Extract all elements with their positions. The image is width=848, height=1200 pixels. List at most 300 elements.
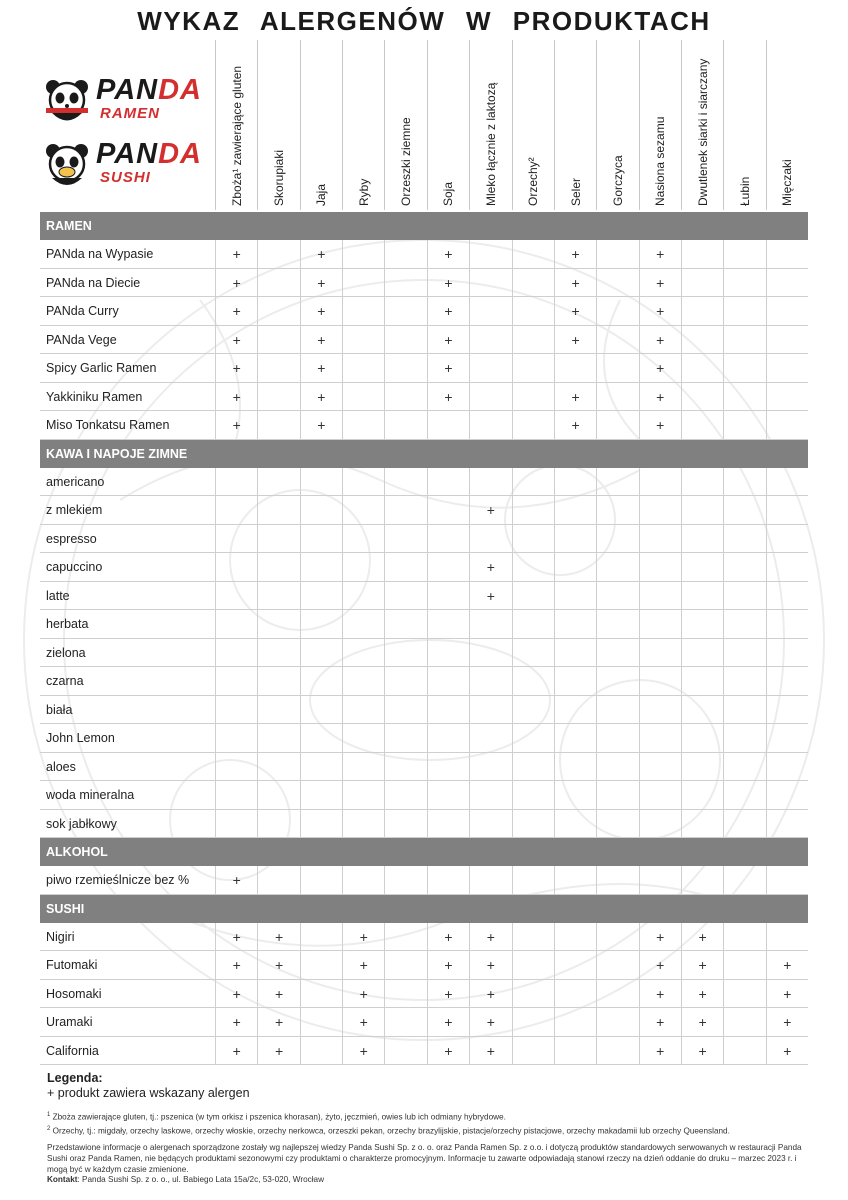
allergen-cell — [639, 468, 681, 496]
allergen-cell — [257, 354, 299, 382]
allergen-cell — [723, 951, 765, 979]
column-header-label: Mięczaki — [780, 159, 795, 206]
allergen-cell: + — [300, 297, 342, 325]
allergen-cell — [427, 639, 469, 667]
allergen-cell — [723, 240, 765, 268]
allergen-cell — [554, 810, 596, 838]
column-header — [639, 40, 681, 210]
allergen-cell — [300, 980, 342, 1008]
allergen-cell — [384, 354, 426, 382]
allergen-cell — [342, 810, 384, 838]
allergen-cell — [257, 326, 299, 354]
column-header-label: Skorupiaki — [272, 149, 287, 206]
allergen-cell — [554, 639, 596, 667]
column-header-label: Orzechy² — [526, 157, 541, 206]
allergen-cell — [342, 326, 384, 354]
table-row — [40, 383, 808, 412]
allergen-cell — [639, 610, 681, 638]
allergen-cell: + — [639, 1037, 681, 1065]
allergen-cell — [512, 923, 554, 951]
allergen-cell — [512, 781, 554, 809]
allergen-cell — [427, 553, 469, 581]
allergen-cell — [342, 269, 384, 297]
allergen-cell — [596, 1008, 638, 1036]
allergen-cell — [257, 781, 299, 809]
allergen-cell: + — [427, 951, 469, 979]
allergen-cell — [766, 240, 808, 268]
allergen-cell — [384, 610, 426, 638]
allergen-cell — [427, 496, 469, 524]
allergen-cell — [257, 639, 299, 667]
allergen-cell — [215, 724, 257, 752]
allergen-cell — [300, 525, 342, 553]
allergen-cell — [384, 951, 426, 979]
allergen-cell — [766, 383, 808, 411]
allergen-cell — [384, 326, 426, 354]
legend — [47, 1071, 250, 1101]
allergen-cell — [766, 696, 808, 724]
allergen-cell — [257, 696, 299, 724]
allergen-cell: + — [257, 951, 299, 979]
allergen-cell — [342, 696, 384, 724]
product-name: piwo rzemieślnicze bez % — [46, 873, 190, 887]
allergen-cell — [469, 240, 511, 268]
allergen-cell: + — [257, 1037, 299, 1065]
allergen-cell — [766, 269, 808, 297]
table-row — [40, 269, 808, 298]
allergen-cell — [469, 610, 511, 638]
allergen-cell — [639, 667, 681, 695]
table-row — [40, 297, 808, 326]
allergen-cell — [554, 866, 596, 894]
product-name: z mlekiem — [46, 503, 103, 517]
allergen-cell — [512, 326, 554, 354]
allergen-cell — [596, 1037, 638, 1065]
table-row — [40, 525, 808, 554]
allergen-cell — [554, 980, 596, 1008]
allergen-cell — [554, 354, 596, 382]
allergen-cell — [257, 496, 299, 524]
product-name: americano — [46, 474, 105, 489]
allergen-cell — [257, 553, 299, 581]
allergen-cell — [512, 1037, 554, 1065]
allergen-cell — [300, 866, 342, 894]
allergen-cell — [384, 496, 426, 524]
allergen-cell: + — [342, 951, 384, 979]
allergen-cell — [512, 525, 554, 553]
allergen-cell — [723, 753, 765, 781]
column-header — [512, 40, 554, 210]
allergen-cell — [384, 696, 426, 724]
allergen-cell — [681, 326, 723, 354]
allergen-cell — [300, 724, 342, 752]
allergen-cell — [596, 297, 638, 325]
allergen-cell: + — [766, 1008, 808, 1036]
logo-wordmark: PANDA — [96, 74, 202, 106]
allergen-cell — [342, 753, 384, 781]
allergen-cell — [342, 781, 384, 809]
allergen-cell — [596, 582, 638, 610]
allergen-cell — [384, 923, 426, 951]
allergen-cell — [215, 753, 257, 781]
table-row — [40, 696, 808, 725]
allergen-cell — [512, 696, 554, 724]
product-name: sok jabłkowy — [46, 816, 117, 831]
allergen-cell — [215, 553, 257, 581]
table-row — [40, 610, 808, 639]
allergen-cell — [639, 696, 681, 724]
table-row — [40, 240, 808, 269]
panda-icon — [44, 78, 90, 124]
allergen-cell — [596, 866, 638, 894]
allergen-cell — [469, 411, 511, 439]
table-row — [40, 923, 808, 952]
allergen-cell — [469, 525, 511, 553]
allergen-cell: + — [469, 1008, 511, 1036]
allergen-cell — [554, 951, 596, 979]
allergen-cell: + — [469, 1037, 511, 1065]
allergen-cell — [596, 354, 638, 382]
table-row — [40, 326, 808, 355]
allergen-cell — [766, 582, 808, 610]
allergen-cell — [723, 696, 765, 724]
column-header-label: Łubin — [737, 176, 752, 206]
allergen-cell: + — [342, 923, 384, 951]
page-title: WYKAZ ALERGENÓW W PRODUKTACH — [137, 6, 711, 36]
allergen-cell — [596, 696, 638, 724]
column-header — [554, 40, 596, 210]
column-header — [723, 40, 765, 210]
allergen-cell: + — [554, 411, 596, 439]
allergen-cell: + — [639, 951, 681, 979]
product-name: czarna — [46, 674, 84, 688]
allergen-cell: + — [639, 1008, 681, 1036]
product-name: woda mineralna — [46, 788, 135, 802]
column-header-label: Seler — [568, 177, 583, 206]
allergen-cell — [596, 724, 638, 752]
allergen-cell — [342, 724, 384, 752]
allergen-cell — [300, 582, 342, 610]
allergen-cell: + — [215, 951, 257, 979]
allergen-cell — [384, 525, 426, 553]
allergen-cell — [427, 781, 469, 809]
allergen-cell: + — [639, 383, 681, 411]
panda-sushi-logo — [40, 136, 220, 200]
product-name: latte — [46, 588, 70, 603]
allergen-cell: + — [427, 354, 469, 382]
allergen-cell: + — [257, 980, 299, 1008]
allergen-cell — [766, 553, 808, 581]
allergen-cell — [512, 810, 554, 838]
allergen-cell — [512, 468, 554, 496]
allergen-cell — [766, 866, 808, 894]
allergen-cell — [766, 610, 808, 638]
allergen-cell — [554, 1037, 596, 1065]
allergen-cell — [384, 468, 426, 496]
allergen-cell — [723, 553, 765, 581]
allergen-cell — [427, 667, 469, 695]
allergen-cell — [300, 1008, 342, 1036]
allergen-cell — [723, 383, 765, 411]
allergen-cell: + — [342, 980, 384, 1008]
allergen-cell — [723, 639, 765, 667]
allergen-cell — [215, 781, 257, 809]
panda-icon — [44, 142, 90, 188]
allergen-cell — [215, 610, 257, 638]
allergen-cell — [384, 753, 426, 781]
allergen-cell: + — [427, 980, 469, 1008]
product-name: zielona — [46, 645, 86, 660]
allergen-cell: + — [300, 354, 342, 382]
allergen-cell — [681, 383, 723, 411]
section-header: SUSHI — [40, 895, 808, 923]
allergen-cell — [723, 297, 765, 325]
allergen-cell — [300, 753, 342, 781]
product-name: Uramaki — [46, 1015, 93, 1029]
allergen-cell — [766, 354, 808, 382]
allergen-cell — [554, 781, 596, 809]
allergen-cell — [469, 866, 511, 894]
section-header: ALKOHOL — [40, 838, 808, 866]
allergen-cell — [342, 240, 384, 268]
allergen-cell — [512, 354, 554, 382]
allergen-cell — [469, 326, 511, 354]
allergen-cell — [723, 781, 765, 809]
column-header — [342, 40, 384, 210]
allergen-cell — [596, 553, 638, 581]
table-row — [40, 411, 808, 440]
allergen-cell: + — [639, 411, 681, 439]
allergen-cell — [300, 696, 342, 724]
column-header-label: Gorczyca — [610, 155, 625, 206]
allergen-cell — [469, 724, 511, 752]
allergen-cell — [723, 810, 765, 838]
allergen-cell: + — [766, 980, 808, 1008]
allergen-cell — [427, 411, 469, 439]
allergen-cell: + — [469, 582, 511, 610]
allergen-cell — [681, 866, 723, 894]
allergen-cell — [596, 980, 638, 1008]
allergen-cell — [427, 610, 469, 638]
allergen-cell — [215, 468, 257, 496]
allergen-cell — [257, 667, 299, 695]
allergen-cell — [512, 980, 554, 1008]
allergen-cell: + — [681, 980, 723, 1008]
footnotes — [47, 1110, 817, 1186]
allergen-cell — [723, 468, 765, 496]
allergen-cell — [596, 525, 638, 553]
product-name: biała — [46, 702, 73, 717]
allergen-cell — [257, 724, 299, 752]
contact-info: Kontakt: Panda Sushi Sp. z o. o., ul. Babiego Lata 15a/2c, 53-020, Wrocław — [47, 1175, 325, 1185]
allergen-cell: + — [300, 326, 342, 354]
allergen-cell — [427, 810, 469, 838]
allergen-cell — [257, 610, 299, 638]
allergen-cell: + — [342, 1008, 384, 1036]
column-header — [596, 40, 638, 210]
allergen-cell — [342, 582, 384, 610]
allergen-cell — [681, 696, 723, 724]
allergen-cell — [554, 496, 596, 524]
allergen-cell — [639, 810, 681, 838]
allergen-cell — [596, 326, 638, 354]
allergen-cell: + — [427, 923, 469, 951]
allergen-cell — [554, 468, 596, 496]
allergen-cell — [596, 610, 638, 638]
column-header-label: Nasiona sezamu — [653, 116, 668, 206]
allergen-cell — [384, 1037, 426, 1065]
section-header: RAMEN — [40, 212, 808, 240]
allergen-cell — [596, 951, 638, 979]
allergen-cell — [300, 810, 342, 838]
allergen-cell — [639, 724, 681, 752]
column-header — [300, 40, 342, 210]
allergen-cell — [681, 639, 723, 667]
allergen-cell — [257, 525, 299, 553]
allergen-cell — [554, 696, 596, 724]
allergen-cell: + — [469, 553, 511, 581]
allergen-cell — [723, 724, 765, 752]
allergen-cell — [723, 923, 765, 951]
table-row — [40, 468, 808, 497]
allergen-cell — [554, 753, 596, 781]
allergen-cell: + — [215, 326, 257, 354]
allergen-cell: + — [639, 923, 681, 951]
allergen-cell — [469, 639, 511, 667]
allergen-cell — [681, 354, 723, 382]
table-row — [40, 1037, 808, 1066]
allergen-cell — [681, 553, 723, 581]
allergen-cell — [596, 781, 638, 809]
table-row — [40, 639, 808, 668]
allergen-cell — [554, 553, 596, 581]
allergen-cell — [723, 1037, 765, 1065]
allergen-cell — [300, 1037, 342, 1065]
table-row — [40, 667, 808, 696]
allergen-cell — [681, 496, 723, 524]
product-name: espresso — [46, 531, 97, 546]
allergen-cell — [257, 582, 299, 610]
allergen-cell — [427, 525, 469, 553]
allergen-cell — [639, 553, 681, 581]
allergen-cell — [257, 383, 299, 411]
allergen-cell — [554, 724, 596, 752]
allergen-cell — [596, 240, 638, 268]
allergen-cell: + — [215, 1037, 257, 1065]
allergen-cell: + — [639, 326, 681, 354]
allergen-cell: + — [427, 383, 469, 411]
allergen-cell: + — [554, 326, 596, 354]
allergen-cell: + — [639, 980, 681, 1008]
allergen-cell — [681, 240, 723, 268]
allergen-cell — [342, 553, 384, 581]
allergen-cell — [257, 240, 299, 268]
allergen-cell — [512, 753, 554, 781]
allergen-cell: + — [766, 951, 808, 979]
allergen-cell: + — [215, 240, 257, 268]
allergen-cell — [554, 582, 596, 610]
table-row — [40, 1008, 808, 1037]
product-name: Miso Tonkatsu Ramen — [46, 418, 170, 432]
allergen-cell — [596, 468, 638, 496]
allergen-cell: + — [639, 354, 681, 382]
allergen-cell — [342, 667, 384, 695]
allergen-cell — [766, 411, 808, 439]
allergen-cell — [512, 269, 554, 297]
allergen-cell — [300, 610, 342, 638]
product-name: PANda Vege — [46, 332, 117, 347]
allergen-cell — [596, 269, 638, 297]
allergen-cell — [384, 724, 426, 752]
product-name: aloes — [46, 759, 76, 774]
allergen-cell — [681, 269, 723, 297]
table-row — [40, 582, 808, 611]
table-row — [40, 951, 808, 980]
allergen-cell — [512, 297, 554, 325]
allergen-cell — [300, 781, 342, 809]
allergen-cell — [512, 724, 554, 752]
allergen-cell — [342, 468, 384, 496]
allergen-cell: + — [681, 923, 723, 951]
allergen-cell — [469, 354, 511, 382]
allergen-cell — [469, 696, 511, 724]
allergen-cell — [215, 810, 257, 838]
allergen-cell — [215, 496, 257, 524]
table-row — [40, 866, 808, 895]
allergen-cell — [427, 468, 469, 496]
allergen-cell — [681, 753, 723, 781]
allergen-cell — [300, 496, 342, 524]
table-row — [40, 753, 808, 782]
allergen-cell: + — [554, 269, 596, 297]
table-row — [40, 724, 808, 753]
allergen-cell — [723, 411, 765, 439]
allergen-cell — [554, 923, 596, 951]
allergen-cell: + — [215, 383, 257, 411]
column-header-label: Zboża¹ zawierające gluten — [229, 65, 244, 206]
allergen-cell — [384, 639, 426, 667]
allergen-cell — [384, 582, 426, 610]
allergen-cell — [342, 411, 384, 439]
column-header — [766, 40, 808, 210]
allergen-cell — [257, 753, 299, 781]
product-name: herbata — [46, 617, 89, 631]
allergen-cell — [554, 667, 596, 695]
allergen-cell — [257, 297, 299, 325]
allergen-cell — [300, 951, 342, 979]
allergen-cell — [469, 753, 511, 781]
allergen-cell — [512, 582, 554, 610]
logo-wordmark: PANDA — [96, 138, 202, 170]
allergen-cell: + — [427, 326, 469, 354]
allergen-cell: + — [469, 980, 511, 1008]
allergen-cell: + — [300, 240, 342, 268]
allergen-cell — [766, 923, 808, 951]
allergen-cell: + — [215, 297, 257, 325]
allergen-cell — [681, 610, 723, 638]
product-name: PANda Curry — [46, 304, 119, 318]
allergen-cell — [766, 753, 808, 781]
allergen-cell — [384, 980, 426, 1008]
allergen-cell — [596, 753, 638, 781]
allergen-cell: + — [215, 1008, 257, 1036]
allergen-cell: + — [215, 980, 257, 1008]
allergen-cell — [766, 525, 808, 553]
allergen-cell — [427, 582, 469, 610]
allergen-cell — [215, 525, 257, 553]
allergen-cell — [554, 525, 596, 553]
allergen-cell — [766, 810, 808, 838]
